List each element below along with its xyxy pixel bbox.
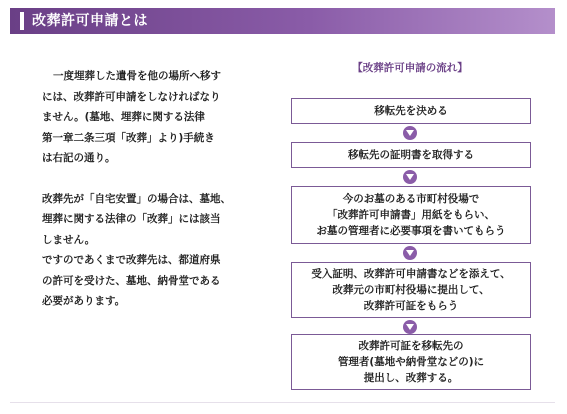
flow-step-2 — [291, 142, 531, 168]
intro-text — [42, 66, 257, 312]
bottom-divider — [10, 402, 555, 403]
flow-step-text: 改葬許可証をもらう — [363, 300, 459, 312]
header-accent-mark — [20, 12, 24, 30]
intro-line: 改葬先が「自宅安置」の場合は、墓地、 — [42, 192, 231, 205]
circle-down-arrow-icon — [403, 246, 417, 260]
flow-step-5 — [291, 334, 531, 390]
intro-line: 埋葬に関する法律の「改葬」には該当 — [42, 213, 221, 225]
circle-down-arrow-icon — [403, 170, 417, 184]
intro-line: ですのであくまで改葬先は、都道府県 — [42, 254, 221, 266]
intro-line: 一度埋葬した遺骨を他の場所へ移す — [53, 70, 221, 82]
intro-paragraph-1 — [42, 66, 257, 169]
flow-step-text: 今のお墓のある市町村役場で — [342, 193, 480, 205]
intro-line: 第一章二条三項「改葬」より)手続き — [42, 131, 215, 144]
flow-step-1 — [291, 98, 531, 124]
flow-step-text: 改葬元の市町村役場に提出して、 — [332, 284, 490, 296]
intro-line: には、改葬許可申請をしなければなり — [42, 90, 221, 103]
circle-down-arrow-icon — [403, 126, 417, 140]
flow-step-text: お墓の管理者に必要事項を書いてもらう — [316, 225, 506, 237]
intro-line: しません。 — [42, 233, 96, 246]
flow-step-text: 受入証明、改葬許可申請書などを添えて、 — [311, 268, 511, 280]
flow-title: 【改葬許可申請の流れ】 — [352, 62, 468, 74]
intro-line: は右記の通り。 — [42, 152, 116, 164]
circle-down-arrow-icon — [403, 320, 417, 334]
flow-step-text: 改葬許可証を移転先の — [358, 340, 464, 352]
flow-step-text: 移転先を決める — [374, 105, 448, 117]
flow-step-3 — [291, 186, 531, 244]
page-title: 改葬許可申請とは — [32, 13, 148, 29]
flow-step-text: 移転先の証明書を取得する — [348, 149, 474, 161]
flow-step-4 — [291, 262, 531, 318]
intro-line: ません。(墓地、埋葬に関する法律 — [42, 111, 205, 123]
flow-step-text: 「改葬許可申請書」用紙をもらい、 — [327, 209, 495, 221]
intro-paragraph-2 — [42, 189, 257, 312]
flow-step-text: 管理者(墓地や納骨堂などの)に — [337, 356, 485, 368]
flow-step-text: 提出し、改葬する。 — [363, 372, 459, 384]
intro-line: 必要があります。 — [42, 295, 126, 307]
intro-line: の許可を受けた、墓地、納骨堂である — [42, 274, 221, 287]
